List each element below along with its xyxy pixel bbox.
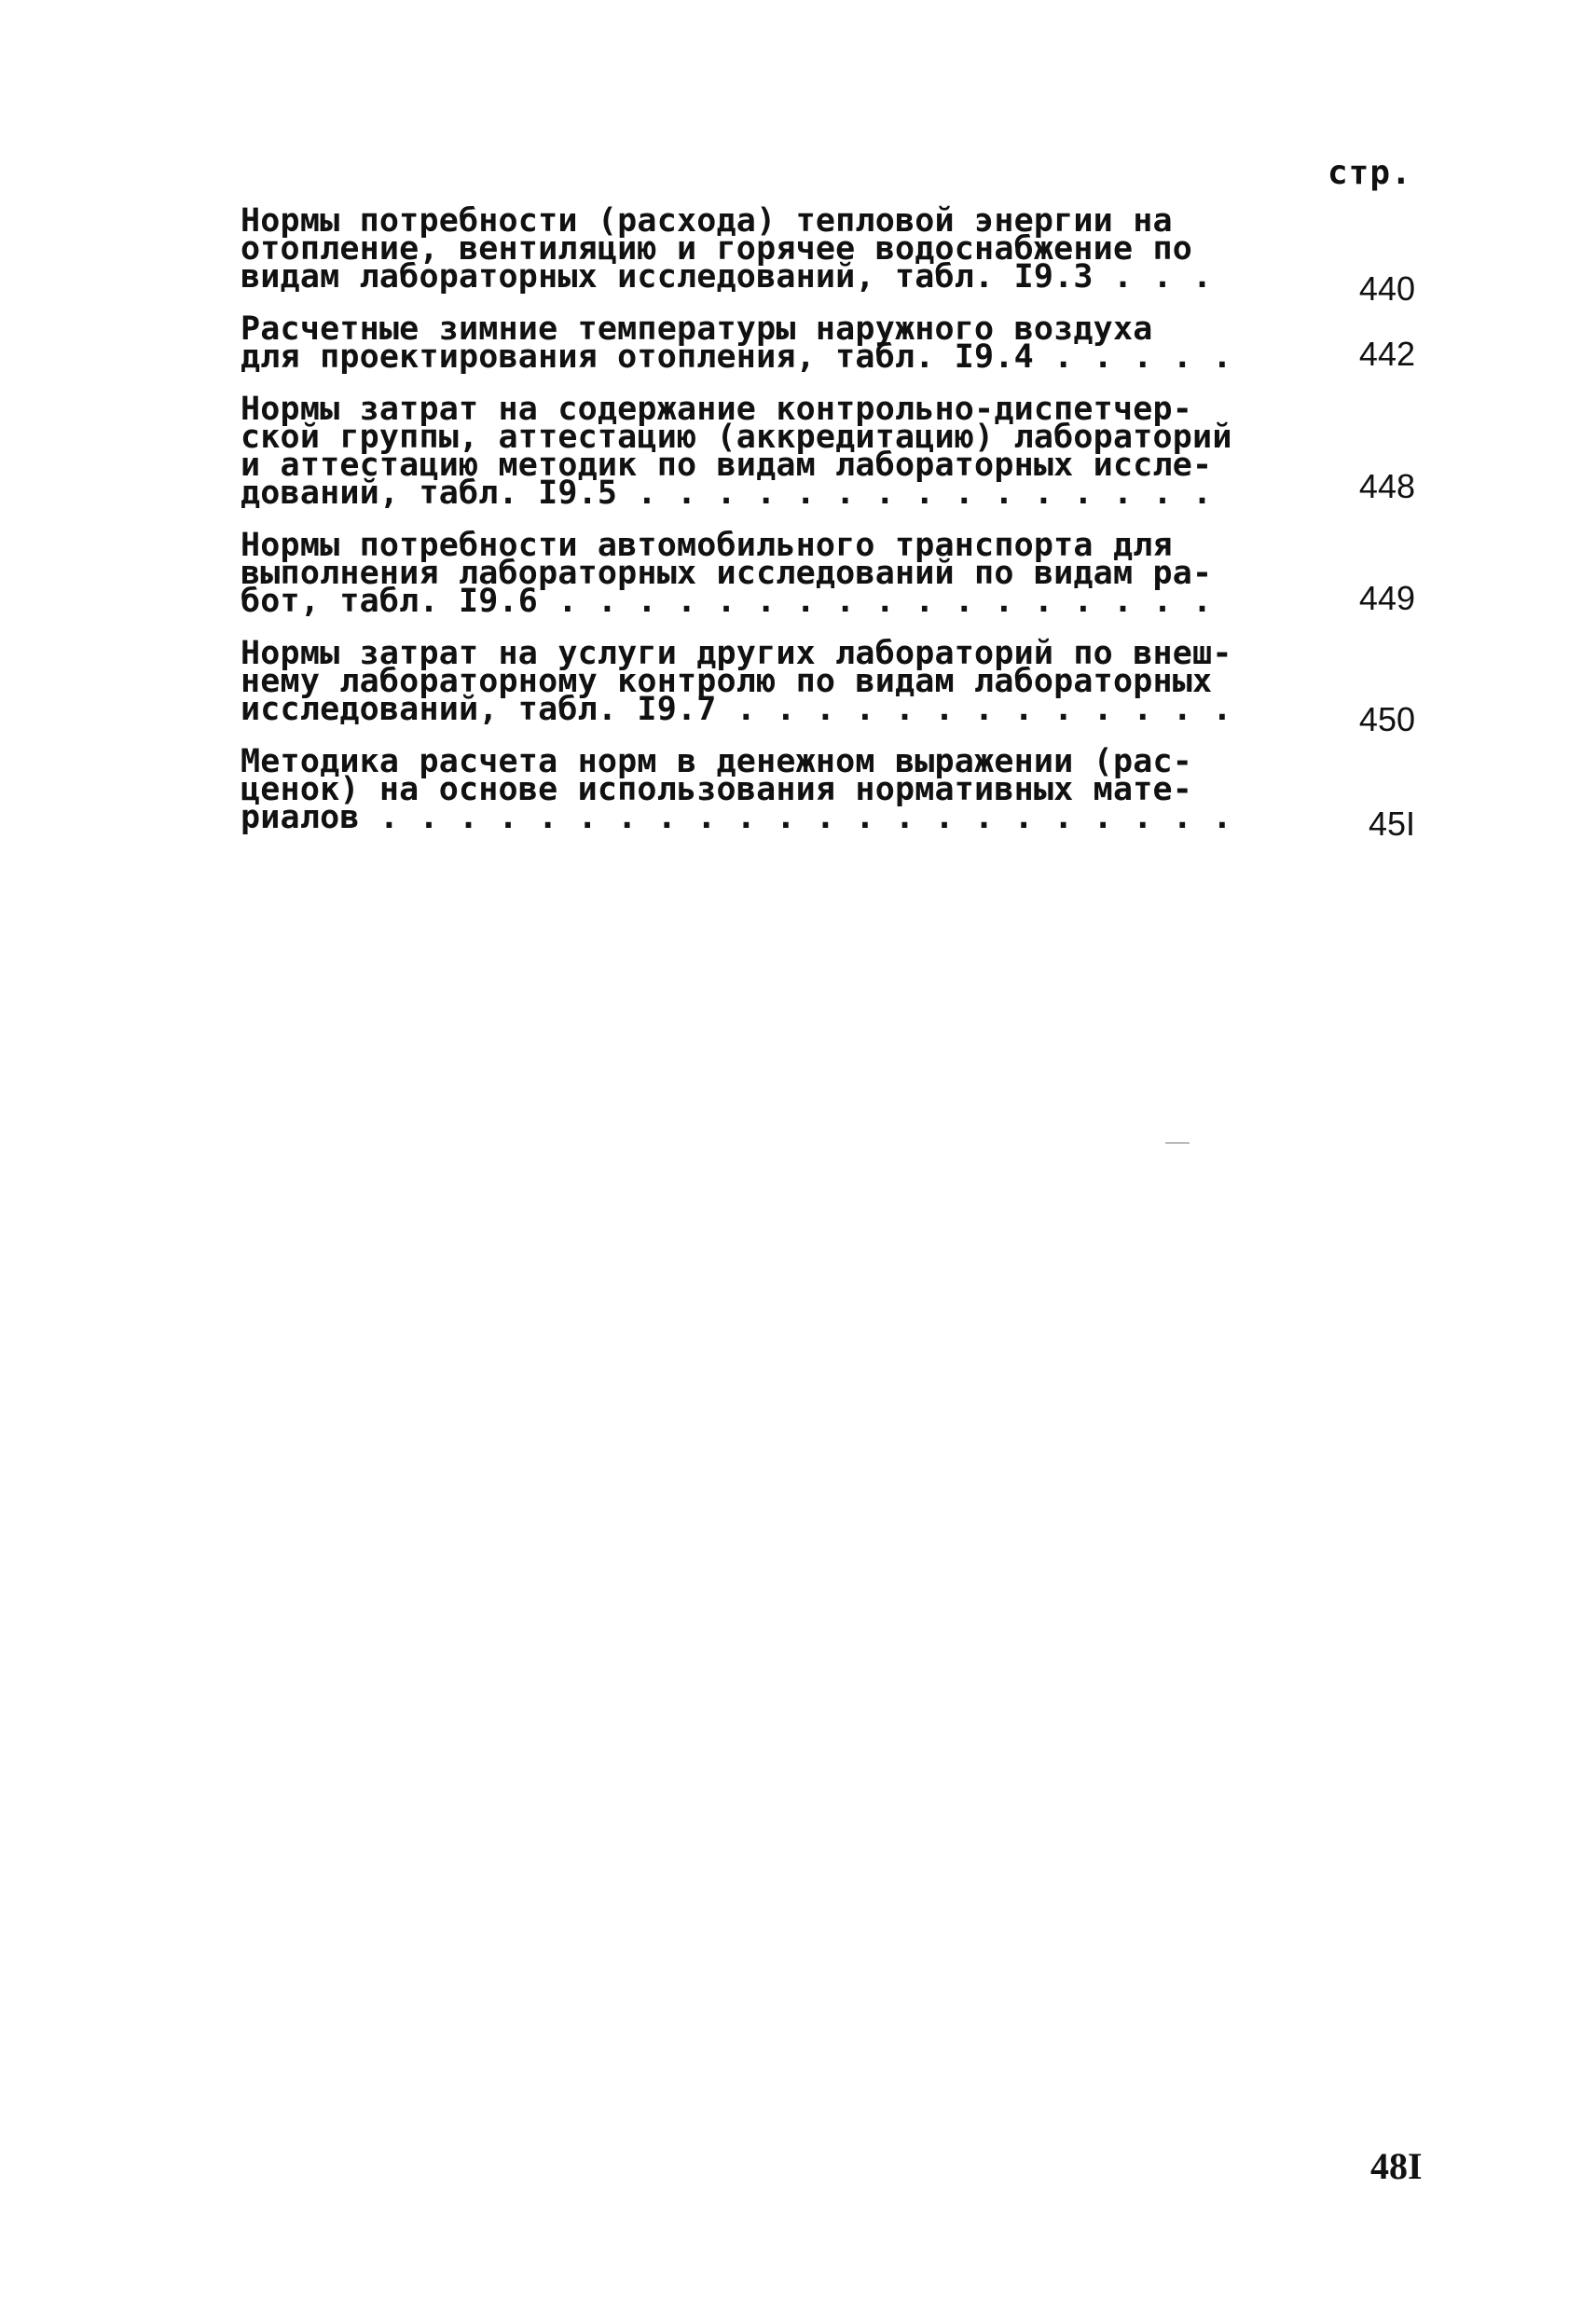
toc-entry-title: Расчетные зимние температуры наружного воздуха для проектирования отопления, табл. I9.4 . . . . . xyxy=(241,310,1232,376)
toc-entry-page: 450 xyxy=(1358,700,1415,738)
toc-entry xyxy=(241,743,1415,843)
scan-artifact xyxy=(1165,1142,1190,1144)
toc-entry-title: Нормы затрат на услуги других лабораторий по внеш- нему лабораторному контролю по видам лабораторных исследований, табл. I9.7 . . . . . . . . . . . . . xyxy=(241,635,1232,728)
toc-entry xyxy=(241,202,1415,308)
toc-entry-page: 45I xyxy=(1368,805,1415,843)
toc-entry-title: Нормы затрат на содержание контрольно-диспетчер- ской группы, аттестацию (аккредитацию) лабораторий и аттестацию методик по видам лабораторных иссле- дований, табл. I9.5 . . . . . . . . . . . . . . . xyxy=(241,391,1232,512)
toc-entry xyxy=(241,391,1415,512)
toc-entry xyxy=(241,527,1415,620)
toc-entry-title: Нормы потребности автомобильного транспорта для выполнения лабораторных исследований по видам ра- бот, табл. I9.6 . . . . . . . . . . . . . . . . . xyxy=(241,527,1213,620)
toc-entry-page: 440 xyxy=(1358,269,1415,308)
toc-entry-title: Методика расчета норм в денежном выражении (рас- ценок) на основе использования нормативных мате- риалов . . . . . . . . . . . . . . . . . . . . . . xyxy=(241,743,1232,836)
toc-entry-page: 448 xyxy=(1358,467,1415,505)
toc-entry xyxy=(241,635,1415,738)
toc-entry-title: Нормы потребности (расхода) тепловой энергии на отопление, вентиляцию и горячее водоснабжение по видам лабораторных исследований, табл. I9.3 . . . xyxy=(241,202,1213,296)
page-number: 48I xyxy=(1370,2145,1423,2187)
toc-entry-page: 442 xyxy=(1358,335,1415,373)
toc-entry-page: 449 xyxy=(1358,579,1415,617)
page-column-label: стр. xyxy=(1328,154,1412,192)
table-of-contents xyxy=(241,202,1415,843)
toc-entry xyxy=(241,310,1415,376)
